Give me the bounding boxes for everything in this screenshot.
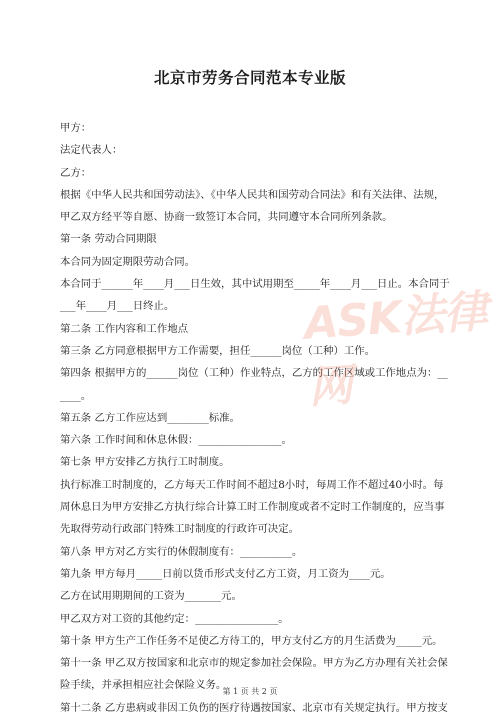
article-text: 第九条 甲方每月_____日前以货币形式支付乙方工资，月工资为____元。 (60, 567, 391, 580)
article-text: ____。 (60, 389, 92, 402)
article-heading: 第一条 劳动合同期限 (60, 233, 157, 246)
article-text: 本合同于______年____月___日生效，其中试用期至_____年____月___日止。本合同于 (60, 278, 450, 291)
article-text: 第八条 甲方对乙方实行的休假制度有：__________。 (60, 545, 303, 558)
preamble-line: 根据《中华人民共和国劳动法》、《中华人民共和国劳动合同法》和有关法律、法规， (60, 188, 445, 201)
article-text: 第六条 工作时间和休息休假：________________。 (60, 434, 292, 447)
article-text: 周休息日为甲方安排乙方执行综合计算工时工作制度或者不定时工作制度的，应当事 (60, 501, 445, 514)
document-body (60, 117, 450, 719)
page-footer: 第 1 页 共 2 页 (222, 687, 278, 696)
article-text: 乙方在试用期期间的工资为_______元。 (60, 590, 242, 603)
article-text: 执行标准工时制度的，乙方每天工作时间不超过8小时，每周工作不超过40小时。每 (60, 478, 444, 491)
document-title: 北京市劳务合同范本专业版 (153, 68, 346, 87)
article-text: 第十二条 乙方患病或非因工负伤的医疗待遇按国家、北京市有关规定执行。甲方按支 (60, 701, 448, 714)
article-text: 第十条 甲方生产工作任务不足使乙方待工的，甲方支付乙方的月生活费为_____元。 (60, 634, 443, 647)
article-text: 第五条 乙方工作应达到________标准。 (60, 411, 240, 424)
article-text: 本合同为固定期限劳动合同。 (60, 255, 196, 268)
party-b-line: 乙方： (60, 166, 92, 179)
article-text: 第十一条 甲乙双方按国家和北京市的规定参加社会保险。甲方为乙方办理有关社会保 (60, 657, 448, 670)
article-text: 先取得劳动行政部门特殊工时制度的行政许可决定。 (60, 523, 299, 536)
article-text: 第三条 乙方同意根据甲方工作需要，担任______岗位（工种）工作。 (60, 344, 376, 357)
article-text: 险手续，并承担相应社会保险义务。 (60, 679, 227, 692)
article-text: 第七条 甲方安排乙方执行工时制度。 (60, 456, 230, 469)
article-heading: 第二条 工作内容和工作地点 (60, 322, 188, 335)
party-a-line: 甲方： (60, 122, 92, 134)
legal-representative-line: 法定代表人： (60, 144, 123, 157)
article-text: ___年____月___日终止。 (60, 300, 175, 313)
watermark-logo: ASK法律网 (302, 286, 489, 414)
preamble-line: 甲乙双方经平等自愿、协商一致签订本合同，共同遵守本合同所列条款。 (60, 211, 393, 224)
article-text: 甲乙双方对工资的其他约定：________________。 (60, 612, 289, 625)
article-text: 第四条 根据甲方的______岗位（工种）作业特点，乙方的工作区域或工作地点为：__ (60, 367, 448, 380)
